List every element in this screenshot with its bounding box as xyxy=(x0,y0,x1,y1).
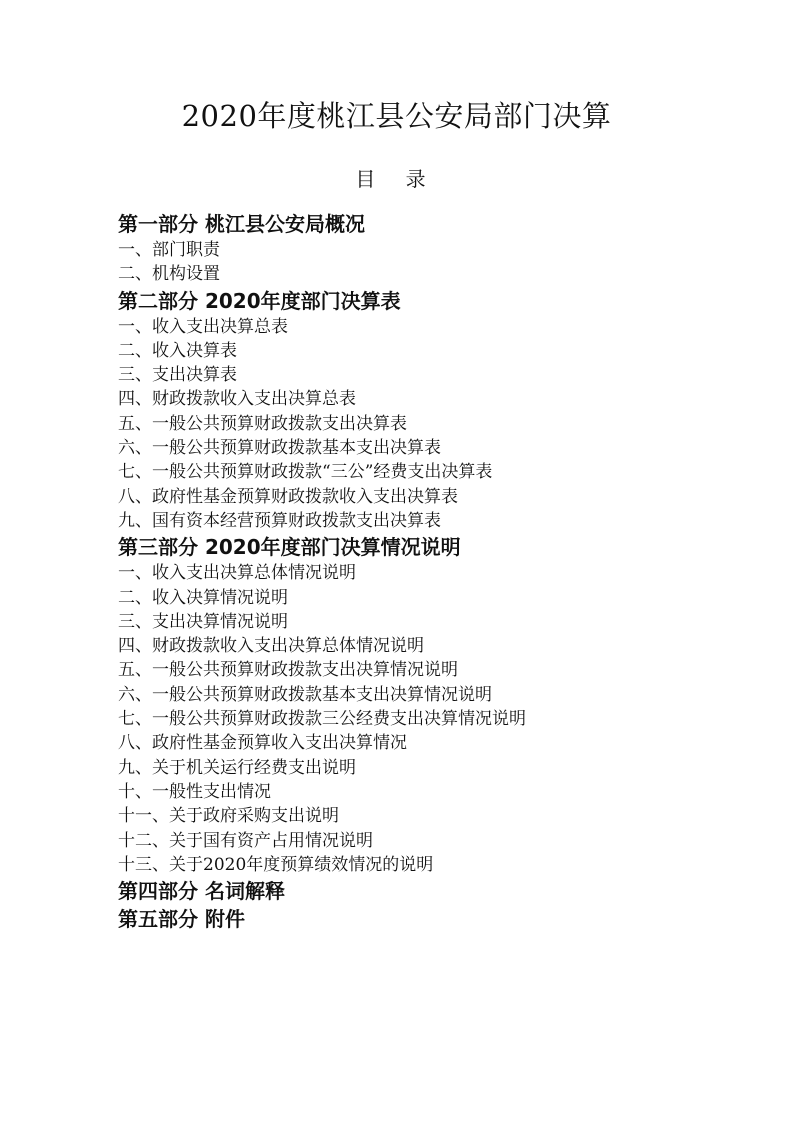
toc-entry[interactable]: 三、支出决算情况说明 xyxy=(118,611,288,632)
toc-part-4 xyxy=(118,877,758,905)
toc-entry[interactable]: 十二、关于国有资产占用情况说明 xyxy=(118,830,373,851)
toc-entry[interactable]: 七、一般公共预算财政拨款三公经费支出决算情况说明 xyxy=(118,709,526,730)
toc-entry[interactable]: 三、支出决算表 xyxy=(118,365,237,386)
toc-entry[interactable]: 六、一般公共预算财政拨款基本支出决算情况说明 xyxy=(118,684,492,705)
toc-entry[interactable]: 十、一般性支出情况 xyxy=(118,781,271,802)
toc-entry[interactable]: 一、收入支出决算总体情况说明 xyxy=(118,563,356,584)
toc-part-1 xyxy=(118,210,758,287)
toc-part-heading[interactable]: 第五部分 附件 xyxy=(118,907,245,932)
toc-entry[interactable]: 二、机构设置 xyxy=(118,264,220,285)
toc-part-heading[interactable]: 第二部分 2020年度部门决算表 xyxy=(118,288,401,313)
toc-entry[interactable]: 四、财政拨款收入支出决算总表 xyxy=(118,389,356,410)
toc-entry[interactable]: 八、政府性基金预算财政拨款收入支出决算表 xyxy=(118,486,458,507)
toc-entry[interactable]: 四、财政拨款收入支出决算总体情况说明 xyxy=(118,636,424,657)
toc-entry[interactable]: 二、收入决算情况说明 xyxy=(118,587,288,608)
toc-part-5 xyxy=(118,905,758,933)
toc-entry[interactable]: 五、一般公共预算财政拨款支出决算表 xyxy=(118,413,407,434)
toc-entry[interactable]: 九、关于机关运行经费支出说明 xyxy=(118,757,356,778)
toc-entry[interactable]: 一、部门职责 xyxy=(118,240,220,260)
toc-part-heading[interactable]: 第一部分 桃江县公安局概况 xyxy=(118,212,365,236)
page-title: 2020年度桃江县公安局部门决算 xyxy=(181,99,612,133)
toc-part-3 xyxy=(118,533,758,877)
toc-entry[interactable]: 一、收入支出决算总表 xyxy=(118,316,288,337)
toc-part-items xyxy=(118,238,758,287)
toc-entry[interactable]: 八、政府性基金预算收入支出决算情况 xyxy=(118,733,407,754)
table-of-contents xyxy=(118,210,758,933)
toc-entry[interactable]: 七、一般公共预算财政拨款“三公”经费支出决算表 xyxy=(118,462,493,483)
toc-part-2 xyxy=(118,287,758,534)
toc-entry[interactable]: 九、国有资本经营预算财政拨款支出决算表 xyxy=(118,510,441,531)
toc-entry[interactable]: 二、收入决算表 xyxy=(118,340,237,361)
toc-part-heading[interactable]: 第四部分 名词解释 xyxy=(118,879,285,904)
toc-part-heading[interactable]: 第三部分 2020年度部门决算情况说明 xyxy=(118,535,461,560)
toc-entry[interactable]: 十三、关于2020年度预算绩效情况的说明 xyxy=(118,854,434,875)
toc-entry[interactable]: 十一、关于政府采购支出说明 xyxy=(118,806,339,827)
toc-part-items xyxy=(118,561,758,877)
toc-heading: 目 录 xyxy=(355,167,438,191)
toc-entry[interactable]: 五、一般公共预算财政拨款支出决算情况说明 xyxy=(118,660,458,681)
toc-part-items xyxy=(118,315,758,534)
toc-entry[interactable]: 六、一般公共预算财政拨款基本支出决算表 xyxy=(118,438,441,459)
